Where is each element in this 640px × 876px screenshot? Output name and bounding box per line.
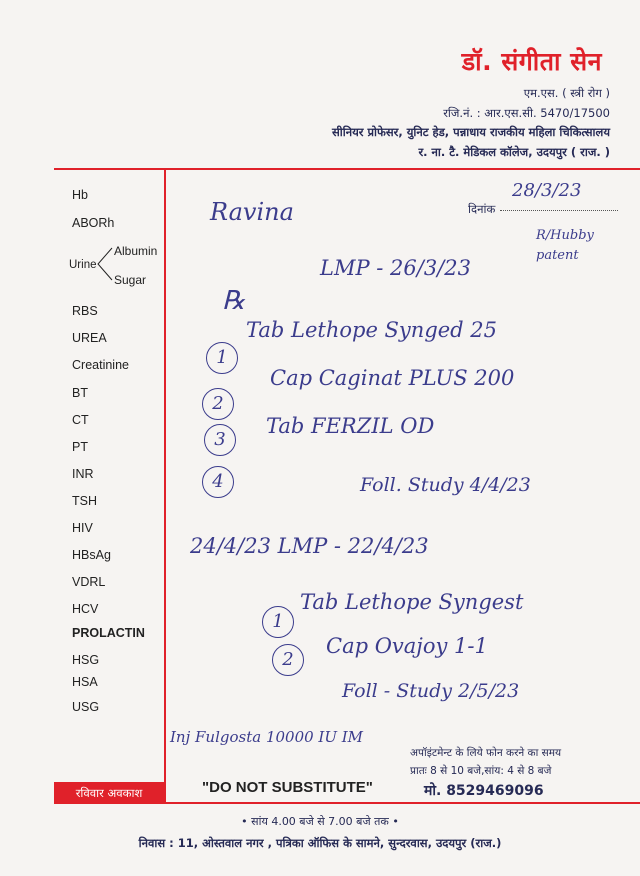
hw-medicine-6: Cap Ovajoy 1-1: [326, 634, 488, 658]
test-creatinine: Creatinine: [72, 358, 129, 372]
test-hsa: HSA: [72, 675, 98, 689]
hw-foll-study-1: Foll. Study 4/4/23: [360, 474, 531, 496]
hw-foll-study-2: Foll - Study 2/5/23: [342, 680, 520, 702]
test-aborh: ABORh: [72, 216, 115, 230]
hw-medicine-1: Tab Lethope Synged 25: [246, 318, 498, 342]
test-ct: CT: [72, 413, 89, 427]
doctor-name: डॉ. संगीता सेन: [461, 47, 602, 76]
hw-visit-2: 24/4/23 LMP - 22/4/23: [190, 534, 429, 558]
hw-patient-name: Ravina: [210, 198, 294, 226]
hw-injection-note: Inj Fulgosta 10000 IU IM: [170, 728, 364, 746]
test-prolactin: PROLACTIN: [72, 626, 145, 640]
test-sugar: Sugar: [114, 273, 147, 287]
test-usg: USG: [72, 700, 100, 714]
test-rbs: RBS: [72, 304, 98, 318]
hw-date: 28/3/23: [512, 180, 582, 201]
clinic-timing: • सांय 4.00 बजे से 7.00 बजे तक •: [241, 815, 399, 828]
urine-brace-icon: [94, 246, 114, 282]
date-dotted-line: [500, 210, 618, 211]
hw-item-number: 1: [206, 342, 238, 374]
hw-followup-note: R/Hubby patent: [536, 228, 594, 263]
hw-lmp-1: LMP - 26/3/23: [320, 256, 471, 280]
rx-symbol-icon: ℞: [222, 286, 246, 316]
registration-number: रजि.नं. : आर.एस.सी. 5470/17500: [443, 106, 610, 120]
appointment-time: प्रातः 8 से 10 बजे,सांय: 4 से 8 बजे: [410, 765, 552, 777]
doctor-degree: एम.एस. ( स्त्री रोग ): [523, 86, 610, 100]
residence-address: निवास : 11, ओस्तवाल नगर , पत्रिका ऑफिस के सामने, सुन्दरवास, उदयपुर (राज.): [138, 836, 502, 850]
test-vdrl: VDRL: [72, 575, 106, 589]
test-hcv: HCV: [72, 602, 99, 616]
test-urine: Urine: [69, 259, 97, 271]
test-hiv: HIV: [72, 521, 93, 535]
hw-item-number: 2: [202, 388, 234, 420]
test-bt: BT: [72, 386, 88, 400]
hw-medicine-3: Tab FERZIL OD: [266, 414, 435, 438]
mobile-number: मो. 8529469096: [424, 783, 544, 799]
sunday-holiday-badge: रविवार अवकाश: [54, 782, 164, 804]
test-hbsag: HBsAg: [72, 548, 111, 562]
hw-item-number: 3: [204, 424, 236, 456]
test-tsh: TSH: [72, 494, 97, 508]
hw-medicine-5: Tab Lethope Syngest: [300, 590, 524, 614]
doctor-designation: सीनियर प्रोफेसर, युनिट हेड, पन्नाधाय राजकीय महिला चिकित्सालय: [331, 125, 610, 139]
frame-top-line: [54, 168, 640, 170]
frame-vertical-line: [164, 168, 166, 804]
test-hb: Hb: [72, 188, 88, 202]
hw-item-number: 1: [262, 606, 294, 638]
do-not-substitute: "DO NOT SUBSTITUTE": [202, 779, 373, 796]
appointment-title: अपॉइंटमेन्ट के लिये फोन करने का समय: [410, 747, 562, 759]
test-inr: INR: [72, 467, 94, 481]
test-pt: PT: [72, 440, 88, 454]
medical-college: र. ना. टै. मेडिकल कॉलेज, उदयपुर ( राज. ): [418, 145, 610, 159]
hw-medicine-2: Cap Caginat PLUS 200: [270, 366, 515, 390]
hw-item-number: 2: [272, 644, 304, 676]
hw-item-number: 4: [202, 466, 234, 498]
test-urea: UREA: [72, 331, 107, 345]
test-hsg: HSG: [72, 653, 100, 667]
date-label: दिनांक: [468, 202, 496, 216]
test-albumin: Albumin: [114, 244, 158, 258]
